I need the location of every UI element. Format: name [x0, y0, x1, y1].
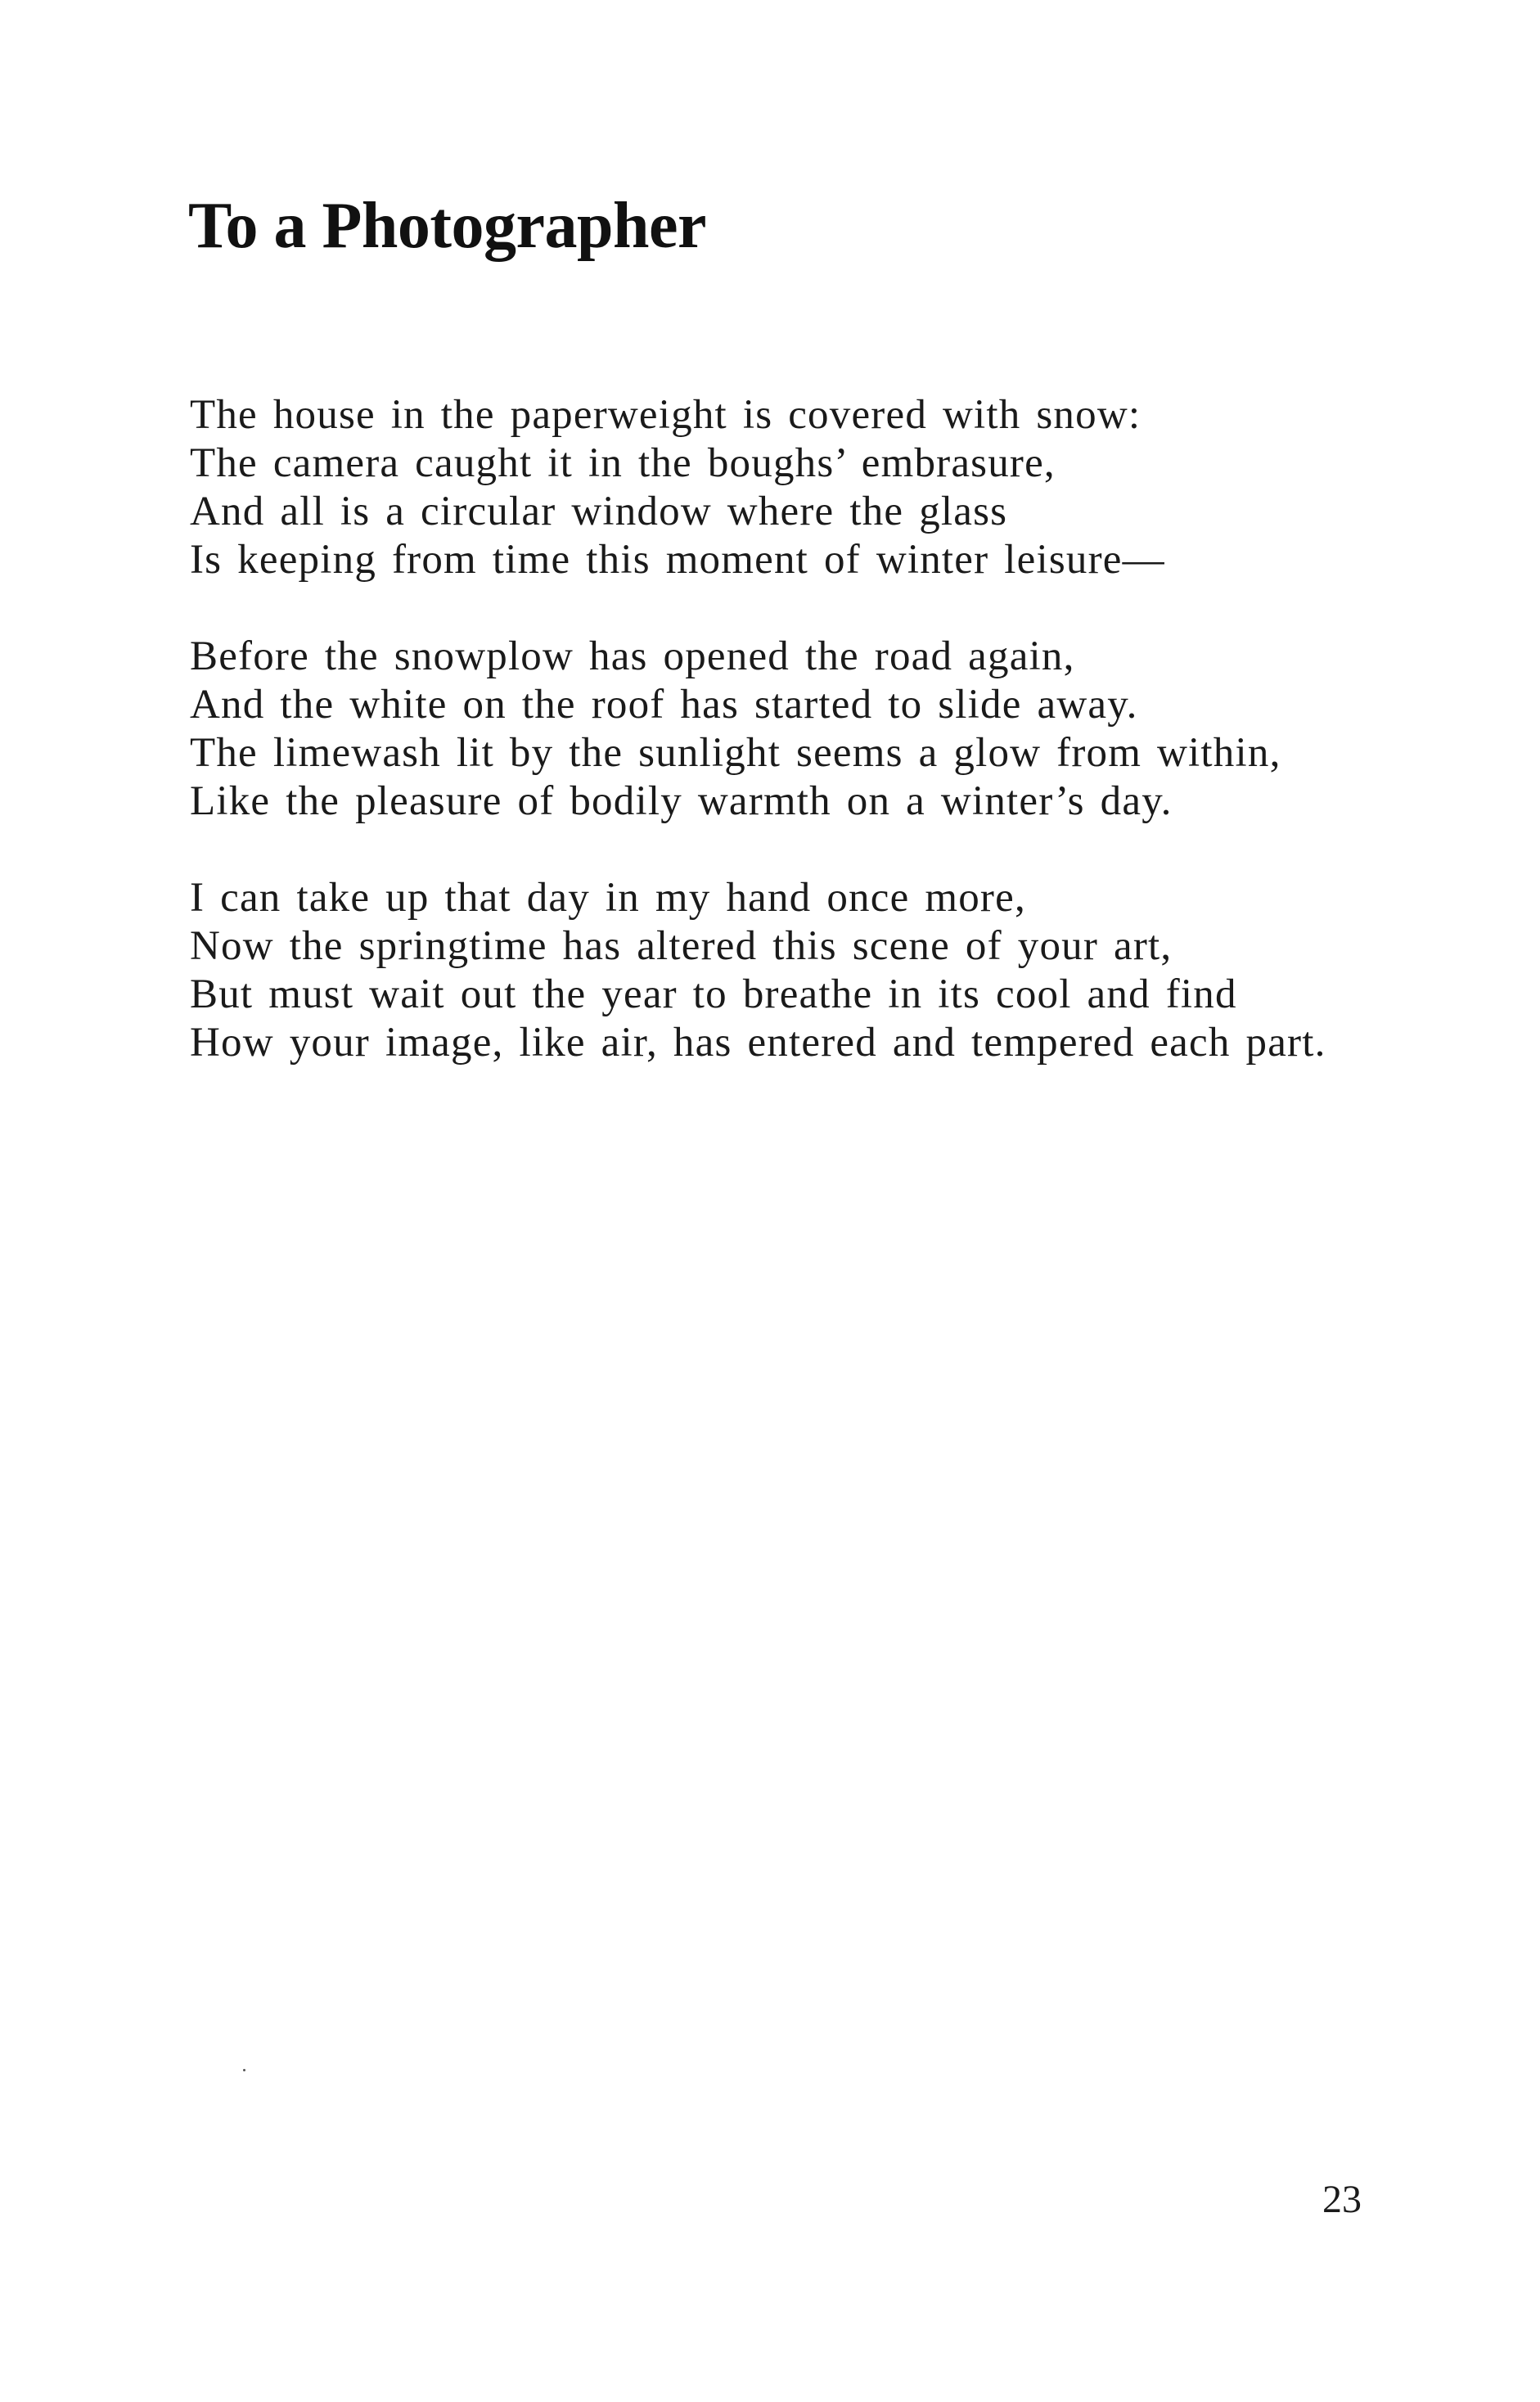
poem-line: The limewash lit by the sunlight seems a glow from within,	[190, 730, 1281, 776]
poem-body	[190, 391, 1417, 1115]
poem-line: Now the springtime has altered this scene of your art,	[190, 923, 1173, 969]
poem-line: Like the pleasure of bodily warmth on a winter’s day.	[190, 778, 1173, 824]
print-speck	[243, 2069, 245, 2071]
stanza-1	[190, 391, 1417, 584]
poem-title: To a Photographer	[188, 190, 707, 262]
poem-line: The camera caught it in the boughs’ embrasure,	[190, 440, 1056, 486]
poem-line: The house in the paperweight is covered with snow:	[190, 392, 1141, 438]
poem-line: How your image, like air, has entered and tempered each part.	[190, 1020, 1326, 1066]
poem-line: And the white on the roof has started to slide away.	[190, 682, 1138, 728]
poem-line: Is keeping from time this moment of winter leisure—	[190, 537, 1165, 583]
page-number: 23	[1322, 2178, 1362, 2221]
stanza-2	[190, 633, 1417, 826]
stanza-3	[190, 874, 1417, 1067]
poem-line: Before the snowplow has opened the road again,	[190, 633, 1075, 679]
poem-line: I can take up that day in my hand once more,	[190, 875, 1026, 921]
poem-line: And all is a circular window where the glass	[190, 489, 1008, 534]
poem-line: But must wait out the year to breathe in its cool and find	[190, 971, 1237, 1017]
